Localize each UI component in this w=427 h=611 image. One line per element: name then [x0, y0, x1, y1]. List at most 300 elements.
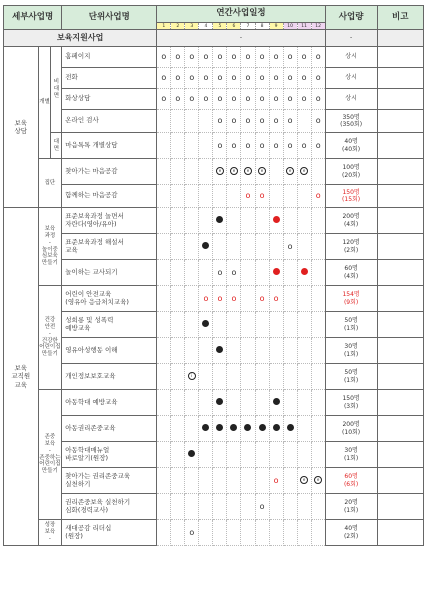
schedule-dot-red	[273, 268, 280, 275]
schedule-mark: o	[315, 116, 321, 126]
month-cell	[227, 416, 241, 442]
month-cell	[213, 338, 227, 364]
people-count: 50명 (1회)	[325, 312, 377, 338]
month-cell	[171, 312, 185, 338]
header-schedule: 연간사업일정	[157, 6, 325, 23]
month-cell	[199, 390, 213, 416]
note-cell	[377, 133, 424, 159]
month-cell	[311, 338, 325, 364]
schedule-dot-red	[273, 216, 280, 223]
schedule-mark: o	[273, 73, 279, 83]
month-cell	[157, 185, 171, 208]
month-cell	[157, 468, 171, 494]
month-cell	[157, 89, 171, 110]
month-cell	[241, 286, 255, 312]
month-cell	[185, 110, 199, 133]
month-cell	[283, 520, 297, 546]
month-cell	[269, 416, 283, 442]
schedule-mark: o	[287, 140, 293, 150]
unit-name: 놀이하는 교사되기	[62, 260, 157, 286]
schedule-mark: o	[189, 527, 195, 537]
month-cell	[255, 338, 269, 364]
schedule-dot	[216, 424, 223, 431]
people-count: 350명 (350회)	[325, 110, 377, 133]
month-cell	[255, 286, 269, 312]
month-cell	[185, 338, 199, 364]
month-cell	[227, 364, 241, 390]
month-cell	[311, 312, 325, 338]
schedule-mark: o	[161, 94, 167, 104]
month-cell	[269, 133, 283, 159]
month-cell	[241, 185, 255, 208]
month-cell	[199, 208, 213, 234]
people-count: 100명 (20회)	[325, 159, 377, 185]
month-cell	[283, 68, 297, 89]
month-cell	[185, 416, 199, 442]
month-cell	[269, 520, 283, 546]
month-cell	[297, 68, 311, 89]
month-cell	[283, 364, 297, 390]
schedule-dot	[202, 320, 209, 327]
people-count: 상시	[325, 89, 377, 110]
schedule-mark: o	[315, 191, 321, 201]
schedule-row	[4, 89, 424, 110]
schedule-mark: o	[231, 73, 237, 83]
month-cell	[255, 133, 269, 159]
month-cell	[269, 234, 283, 260]
subcategory-nonface: 비 대 면	[51, 47, 62, 133]
unit-name: 개인정보보호교육	[62, 364, 157, 390]
month-cell	[241, 338, 255, 364]
schedule-mark: o	[231, 52, 237, 62]
month-cell	[227, 260, 241, 286]
month-cell	[297, 338, 311, 364]
unit-name: 마음톡톡 개별상담	[62, 133, 157, 159]
people-count: 50명 (1회)	[325, 364, 377, 390]
schedule-mark: o	[259, 140, 265, 150]
schedule-mark: o	[287, 94, 293, 104]
month-cell	[269, 68, 283, 89]
month-cell	[171, 338, 185, 364]
month-cell	[185, 494, 199, 520]
month-cell	[199, 364, 213, 390]
month-cell	[157, 520, 171, 546]
month-cell	[171, 286, 185, 312]
month-cell	[227, 185, 241, 208]
month-cell	[311, 89, 325, 110]
schedule-mark: o	[217, 116, 223, 126]
schedule-mark: o	[245, 73, 251, 83]
section-note	[377, 30, 424, 47]
month-cell	[311, 68, 325, 89]
month-cell	[269, 185, 283, 208]
note-cell	[377, 47, 424, 68]
schedule-dot	[273, 398, 280, 405]
month-cell	[227, 390, 241, 416]
note-cell	[377, 234, 424, 260]
month-cell	[213, 468, 227, 494]
header-unit: 단위사업명	[62, 6, 157, 30]
month-cell	[213, 260, 227, 286]
month-cell	[199, 47, 213, 68]
schedule-mark: o	[245, 52, 251, 62]
month-cell	[185, 159, 199, 185]
month-cell	[171, 110, 185, 133]
schedule-row	[4, 234, 424, 260]
schedule-circle: i	[188, 372, 196, 380]
annual-schedule-table	[3, 5, 424, 546]
month-6: 6	[227, 23, 241, 30]
schedule-mark: o	[189, 73, 195, 83]
month-cell	[255, 159, 269, 185]
month-cell	[171, 520, 185, 546]
schedule-mark: o	[315, 73, 321, 83]
schedule-mark: o	[259, 94, 265, 104]
month-cell	[171, 416, 185, 442]
category-program: 보육 교직원 교육	[4, 208, 39, 546]
month-cell	[199, 133, 213, 159]
section-people-dash: -	[325, 30, 377, 47]
month-cell	[185, 208, 199, 234]
month-cell	[213, 390, 227, 416]
unit-name: 영유아성행동 이해	[62, 338, 157, 364]
schedule-mark: o	[189, 94, 195, 104]
month-cell	[297, 185, 311, 208]
month-cell	[157, 208, 171, 234]
month-cell	[311, 520, 325, 546]
month-1: 1	[157, 23, 171, 30]
month-cell	[283, 234, 297, 260]
month-cell	[157, 234, 171, 260]
unit-name: 표준보육과정 놀면서 자란다(영아/유아)	[62, 208, 157, 234]
schedule-row	[4, 494, 424, 520]
month-cell	[213, 494, 227, 520]
month-cell	[213, 159, 227, 185]
month-cell	[185, 390, 199, 416]
schedule-dot	[202, 242, 209, 249]
note-cell	[377, 208, 424, 234]
schedule-mark: o	[287, 52, 293, 62]
unit-name: 표준보육과정 해설서 교육	[62, 234, 157, 260]
schedule-circle: e	[244, 167, 252, 175]
month-cell	[241, 390, 255, 416]
month-cell	[171, 159, 185, 185]
month-cell	[283, 416, 297, 442]
month-cell	[157, 338, 171, 364]
month-cell	[157, 494, 171, 520]
month-cell	[311, 208, 325, 234]
month-cell	[157, 260, 171, 286]
month-cell	[199, 89, 213, 110]
month-cell	[255, 494, 269, 520]
schedule-mark: o	[259, 293, 265, 303]
month-cell	[227, 208, 241, 234]
month-cell	[171, 234, 185, 260]
schedule-circle: e	[286, 167, 294, 175]
month-cell	[157, 159, 171, 185]
note-cell	[377, 416, 424, 442]
note-cell	[377, 468, 424, 494]
month-cell	[185, 286, 199, 312]
month-cell	[199, 68, 213, 89]
month-cell	[171, 47, 185, 68]
month-cell	[185, 68, 199, 89]
people-count: 60명 (6회)	[325, 468, 377, 494]
month-cell	[213, 110, 227, 133]
month-cell	[171, 364, 185, 390]
month-cell	[297, 208, 311, 234]
month-cell	[311, 185, 325, 208]
month-cell	[213, 185, 227, 208]
schedule-mark: o	[217, 73, 223, 83]
schedule-mark: o	[273, 293, 279, 303]
people-count: 154명 (9회)	[325, 286, 377, 312]
month-cell	[241, 133, 255, 159]
month-cell	[171, 442, 185, 468]
month-cell	[185, 260, 199, 286]
month-cell	[311, 286, 325, 312]
month-cell	[241, 89, 255, 110]
month-cell	[255, 208, 269, 234]
month-cell	[213, 364, 227, 390]
category-counsel: 보육 상담	[4, 47, 39, 208]
group-course: 보육 과정 - 놀이중 심보육 만들기	[38, 208, 62, 286]
month-cell	[171, 390, 185, 416]
month-cell	[311, 442, 325, 468]
schedule-mark: o	[245, 140, 251, 150]
month-cell	[185, 185, 199, 208]
schedule-mark: o	[245, 191, 251, 201]
schedule-mark: o	[217, 94, 223, 104]
month-cell	[297, 520, 311, 546]
month-cell	[199, 416, 213, 442]
note-cell	[377, 312, 424, 338]
schedule-mark: o	[287, 116, 293, 126]
month-4: 4	[199, 23, 213, 30]
unit-name: 어린이 안전교육 (영유아 응급처치교육)	[62, 286, 157, 312]
month-cell	[297, 234, 311, 260]
schedule-dot	[202, 424, 209, 431]
schedule-dot	[273, 424, 280, 431]
month-cell	[213, 442, 227, 468]
unit-name: 아동권리존중교육	[62, 416, 157, 442]
schedule-dot	[188, 450, 195, 457]
month-cell	[269, 110, 283, 133]
note-cell	[377, 390, 424, 416]
month-cell	[255, 416, 269, 442]
people-count: 60명 (4회)	[325, 260, 377, 286]
month-cell	[157, 364, 171, 390]
group-health: 건강 안전 - 건강한 어린이집 만들기	[38, 286, 62, 390]
month-cell	[241, 47, 255, 68]
people-count: 200명 (10회)	[325, 416, 377, 442]
month-cell	[227, 159, 241, 185]
month-cell	[213, 47, 227, 68]
schedule-mark: o	[287, 73, 293, 83]
month-cell	[255, 110, 269, 133]
month-cell	[171, 494, 185, 520]
people-count: 상시	[325, 68, 377, 89]
note-cell	[377, 338, 424, 364]
schedule-row	[4, 159, 424, 185]
month-cell	[241, 416, 255, 442]
month-cell	[213, 68, 227, 89]
unit-name: 권리존중보육 실천하기 심화(경력교사)	[62, 494, 157, 520]
month-cell	[213, 286, 227, 312]
month-cell	[157, 312, 171, 338]
month-cell	[199, 185, 213, 208]
group-respect: 존중 보육 - 존중하는 어린이집 만들기	[38, 390, 62, 520]
month-cell	[283, 442, 297, 468]
month-cell	[199, 338, 213, 364]
schedule-mark: o	[203, 73, 209, 83]
month-cell	[255, 89, 269, 110]
month-cell	[185, 442, 199, 468]
month-cell	[227, 520, 241, 546]
month-cell	[241, 110, 255, 133]
month-cell	[283, 159, 297, 185]
schedule-mark: o	[231, 293, 237, 303]
note-cell	[377, 442, 424, 468]
schedule-row	[4, 286, 424, 312]
month-cell	[255, 468, 269, 494]
month-cell	[269, 260, 283, 286]
schedule-dot	[216, 398, 223, 405]
month-cell	[255, 364, 269, 390]
month-cell	[297, 133, 311, 159]
month-cell	[255, 390, 269, 416]
schedule-row	[4, 110, 424, 133]
schedule-mark: o	[203, 293, 209, 303]
month-cell	[311, 468, 325, 494]
schedule-row	[4, 390, 424, 416]
month-cell	[255, 520, 269, 546]
schedule-mark: o	[259, 52, 265, 62]
month-cell	[297, 110, 311, 133]
schedule-mark: o	[315, 52, 321, 62]
schedule-mark: o	[273, 116, 279, 126]
month-cell	[269, 364, 283, 390]
section-title: 보육지원사업	[4, 30, 157, 47]
month-cell	[255, 312, 269, 338]
schedule-mark: o	[301, 52, 307, 62]
month-cell	[255, 68, 269, 89]
schedule-dot	[259, 424, 266, 431]
month-cell	[185, 364, 199, 390]
unit-name: 새대공감 리더십 (원장)	[62, 520, 157, 546]
month-cell	[171, 133, 185, 159]
schedule-mark: o	[203, 52, 209, 62]
unit-name: 홈페이지	[62, 47, 157, 68]
month-cell	[241, 364, 255, 390]
people-count: 120명 (2회)	[325, 234, 377, 260]
month-cell	[283, 185, 297, 208]
group-growth: 성장 보육 -	[38, 520, 62, 546]
people-count: 200명 (4회)	[325, 208, 377, 234]
month-cell	[255, 260, 269, 286]
month-cell	[311, 390, 325, 416]
month-cell	[269, 159, 283, 185]
month-cell	[227, 47, 241, 68]
month-cell	[297, 260, 311, 286]
month-cell	[311, 110, 325, 133]
note-cell	[377, 286, 424, 312]
month-cell	[227, 89, 241, 110]
month-cell	[311, 47, 325, 68]
month-cell	[227, 468, 241, 494]
month-cell	[157, 390, 171, 416]
schedule-row	[4, 520, 424, 546]
month-cell	[269, 494, 283, 520]
note-cell	[377, 89, 424, 110]
month-cell	[199, 234, 213, 260]
month-cell	[213, 416, 227, 442]
month-cell	[157, 47, 171, 68]
schedule-mark: o	[231, 94, 237, 104]
month-cell	[241, 208, 255, 234]
schedule-dot	[216, 346, 223, 353]
schedule-mark: o	[273, 475, 279, 485]
schedule-row	[4, 208, 424, 234]
schedule-mark: o	[259, 73, 265, 83]
month-cell	[255, 47, 269, 68]
schedule-row	[4, 364, 424, 390]
month-cell	[185, 89, 199, 110]
month-cell	[185, 312, 199, 338]
month-cell	[311, 260, 325, 286]
schedule-circle: e	[216, 167, 224, 175]
month-cell	[311, 494, 325, 520]
month-cell	[227, 286, 241, 312]
subcategory-group: 집단	[38, 159, 62, 208]
schedule-circle: e	[300, 476, 308, 484]
month-cell	[297, 89, 311, 110]
month-cell	[199, 260, 213, 286]
schedule-mark: o	[231, 116, 237, 126]
month-cell	[283, 89, 297, 110]
month-cell	[199, 442, 213, 468]
people-count: 150명 (15회)	[325, 185, 377, 208]
schedule-mark: o	[175, 52, 181, 62]
month-cell	[283, 338, 297, 364]
month-10: 10	[283, 23, 297, 30]
month-cell	[199, 494, 213, 520]
month-cell	[213, 520, 227, 546]
month-cell	[185, 133, 199, 159]
month-cell	[283, 133, 297, 159]
month-cell	[283, 260, 297, 286]
schedule-row	[4, 185, 424, 208]
month-cell	[269, 89, 283, 110]
month-cell	[241, 260, 255, 286]
schedule-row	[4, 442, 424, 468]
unit-name: 화상상담	[62, 89, 157, 110]
header-note: 비고	[377, 6, 424, 30]
month-12: 12	[311, 23, 325, 30]
month-cell	[185, 468, 199, 494]
month-cell	[311, 364, 325, 390]
schedule-row	[4, 312, 424, 338]
month-cell	[157, 68, 171, 89]
month-cell	[241, 312, 255, 338]
month-cell	[213, 312, 227, 338]
month-cell	[157, 110, 171, 133]
month-cell	[269, 286, 283, 312]
month-cell	[255, 185, 269, 208]
schedule-mark: o	[217, 140, 223, 150]
note-cell	[377, 520, 424, 546]
schedule-mark: o	[315, 140, 321, 150]
